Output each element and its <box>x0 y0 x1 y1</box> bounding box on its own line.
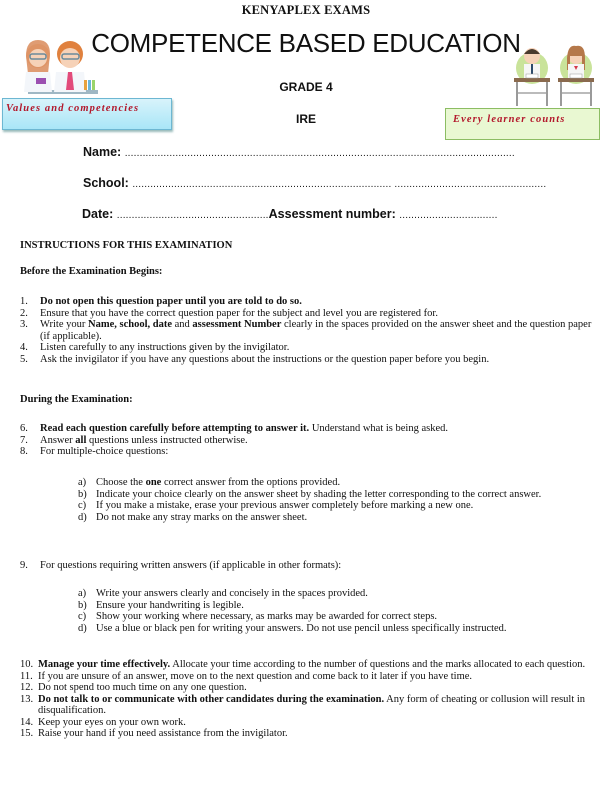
school-input-line[interactable]: ....................................................................................... ................................................... <box>132 179 547 190</box>
assessment-number-label: Assessment number: <box>268 207 396 221</box>
list-item: a) Write your answers clearly and concisely in the spaces provided. <box>78 588 368 599</box>
list-item: d) Use a blue or black pen for writing your answers. Do not use pencil unless specifically instructed. <box>78 622 507 634</box>
list-item: 14. Keep your eyes on your own work. <box>20 716 186 728</box>
subject-label: IRE <box>295 112 316 126</box>
organization-name: KENYAPLEX EXAMS <box>241 3 371 17</box>
list-item: 7. Answer all questions unless instructed otherwise. <box>20 434 248 446</box>
list-item: 13. Do not talk to or communicate with other candidates during the examination. Any form of cheating or collusion will result in disqualification. <box>20 693 586 716</box>
list-item: d) Do not make any stray marks on the answer sheet. <box>78 511 308 523</box>
assessment-number-input-line[interactable]: ................................. <box>399 210 498 221</box>
learner-banner-text: Every learner counts <box>453 114 566 125</box>
during-exam-list <box>20 423 600 458</box>
during-exam-heading: During the Examination: <box>20 394 133 405</box>
list-item: 4. Listen carefully to any instructions given by the invigilator. <box>20 342 290 353</box>
list-item: c) If you make a mistake, erase your previous answer completely before marking a new one. <box>78 500 474 511</box>
list-item: 6. Read each question carefully before attempting to answer it. Understand what is being asked. <box>20 423 448 434</box>
list-item: a) Choose the one correct answer from the options provided. <box>78 477 341 488</box>
list-item: 10. Manage your time effectively. Allocate your time according to the number of questions and the marks allocated to each question. <box>20 659 586 670</box>
learner-banner <box>445 108 600 140</box>
list-item: 1. Do not open this question paper until you are told to do so. <box>20 296 302 307</box>
date-assessment-field[interactable] <box>82 207 498 221</box>
final-instructions-list <box>20 659 600 740</box>
school-field[interactable] <box>83 176 546 190</box>
list-item: 5. Ask the invigilator if you have any questions about the instructions or the question paper before you begin. <box>20 353 490 365</box>
values-banner-text: Values and competencies <box>6 103 140 114</box>
before-exam-list <box>20 296 600 365</box>
name-field[interactable] <box>83 145 515 159</box>
date-input-line[interactable]: ................................................... <box>116 210 269 221</box>
list-item: b) Indicate your choice clearly on the answer sheet by shading the letter corresponding to the correct answer. <box>78 488 542 500</box>
list-item: 2. Ensure that you have the correct question paper for the subject and level you are registered for. <box>20 307 438 319</box>
pupils-at-desks-illustration <box>510 40 600 106</box>
instructions-heading: INSTRUCTIONS FOR THIS EXAMINATION <box>20 240 233 251</box>
list-item: 15. Raise your hand if you need assistance from the invigilator. <box>20 728 288 739</box>
list-item: 8. For multiple-choice questions: <box>20 446 169 457</box>
written-answers-item <box>20 560 600 572</box>
list-item: c) Show your working where necessary, as marks may be awarded for correct steps. <box>78 611 438 622</box>
before-exam-heading: Before the Examination Begins: <box>20 266 163 277</box>
list-item: 3. Write your Name, school, date and assessment Number clearly in the spaces provided on the answer sheet and the question paper (if applicable). <box>20 319 592 342</box>
name-input-line[interactable]: ................................................................................................................................... <box>124 148 515 159</box>
page-title: COMPETENCE BASED EDUCATION <box>91 28 521 58</box>
date-label: Date: <box>82 207 114 221</box>
name-label: Name: <box>83 145 122 159</box>
mcq-sublist <box>78 477 588 523</box>
values-banner <box>2 98 172 130</box>
school-label: School: <box>83 176 129 190</box>
grade-label: GRADE 4 <box>279 80 333 94</box>
written-sublist <box>78 588 588 634</box>
list-item: 9. For questions requiring written answers (if applicable in other formats): <box>20 560 342 571</box>
list-item: b) Ensure your handwriting is legible. <box>78 599 244 611</box>
list-item: 12. Do not spend too much time on any one question. <box>20 682 247 693</box>
list-item: 11. If you are unsure of an answer, move on to the next question and come back to it later if you have time. <box>20 670 473 682</box>
